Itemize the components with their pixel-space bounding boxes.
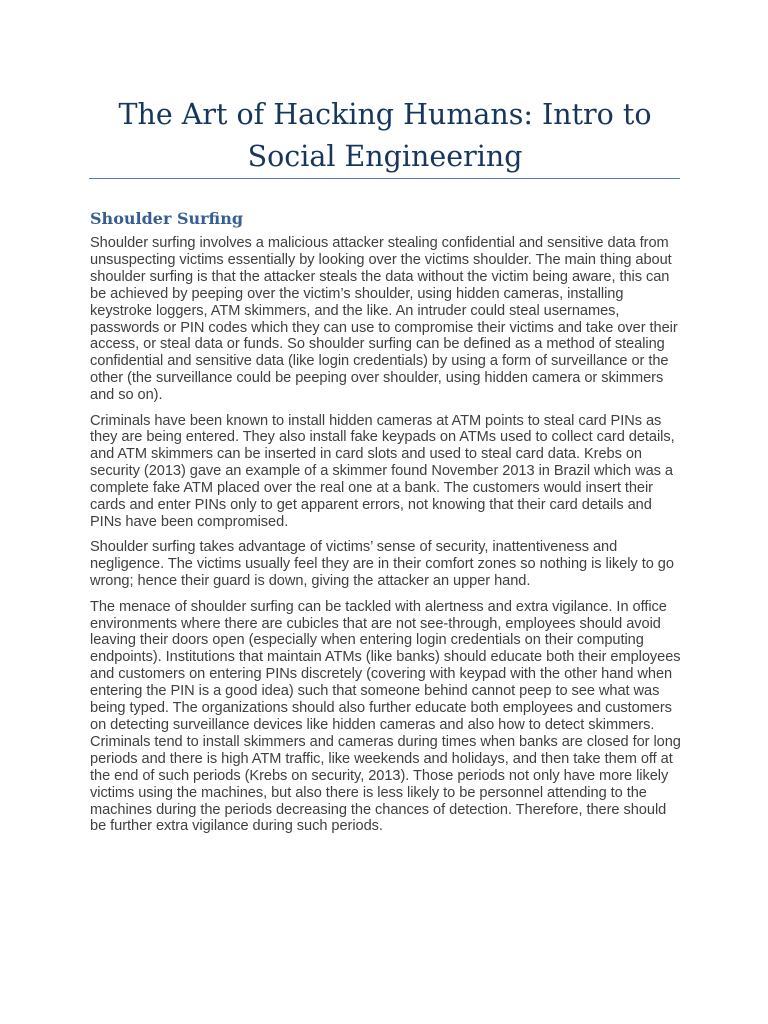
section-heading: Shoulder Surfing	[90, 209, 244, 228]
section-body	[90, 235, 682, 844]
body-paragraph-1: Shoulder surfing involves a malicious attacker stealing confidential and sensitive data from unsuspecting victims essentially by looking over the victims shoulder. The main thing about shoulder surfing is that the attacker steals the data without the victim being aware, this can be achieved by peeping over the victim’s shoulder, using hidden cameras, installing keystroke loggers, ATM skimmers, and the like. An intruder could steal usernames, passwords or PIN codes which they can use to compromise their victims and take over their access, or steal data or funds. So shoulder surfing can be defined as a method of stealing confidential and sensitive data (like login credentials) by using a form of surveillance or the other (the surveillance could be peeping over shoulder, using hidden camera or skimmers and so on).	[90, 235, 678, 404]
title-underline-divider	[89, 178, 680, 179]
body-paragraph-4: The menace of shoulder surfing can be tackled with alertness and extra vigilance. In office environments where there are cubicles that are not see-through, employees should avoid leaving their doors open (especially when entering login credentials on their computing endpoints). Institutions that maintain ATMs (like banks) should educate both their employees and customers on entering PINs discretely (covering with keypad with the other hand when entering the PIN is a good idea) such that someone behind cannot peep to see what was being typed. The organizations should also further educate both employees and customers on detecting surveillance devices like hidden cameras and also how to detect skimmers. Criminals tend to install skimmers and cameras during times when banks are closed for long periods and there is high ATM traffic, like weekends and holidays, and then take them off at the end of such periods (Krebs on security, 2013). Those periods not only have more likely victims using the machines, but also there is less likely to be personnel attending to the machines during the periods decreasing the chances of detection. Therefore, there should be further extra vigilance during such periods.	[90, 598, 681, 835]
body-paragraph-3: Shoulder surfing takes advantage of victims’ sense of security, inattentiveness and negligence. The victims usually feel they are in their comfort zones so nothing is likely to go wrong; hence their guard is down, giving the attacker an upper hand.	[90, 539, 674, 590]
body-paragraph-2: Criminals have been known to install hidden cameras at ATM points to steal card PINs as they are being entered. They also install fake keypads on ATMs used to collect card details, and ATM skimmers can be inserted in card slots and used to steal card data. Krebs on security (2013) gave an example of a skimmer found November 2013 in Brazil which was a complete fake ATM placed over the real one at a bank. The customers would insert their cards and enter PINs only to get apparent errors, not knowing that their card details and PINs have been compromised.	[90, 412, 675, 530]
document-title: The Art of Hacking Humans: Intro to Social Engineering	[118, 98, 652, 173]
